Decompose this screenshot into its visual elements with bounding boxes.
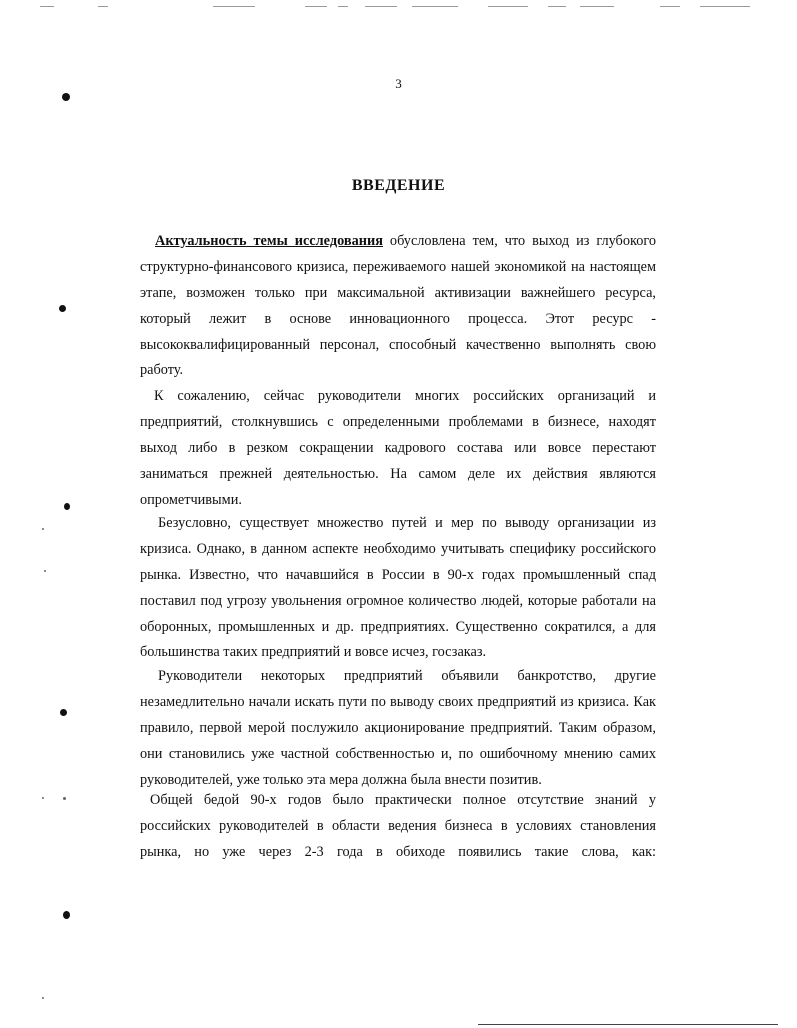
text-line: К сожалению, сейчас руководители многих российских организаций и <box>154 388 656 404</box>
paragraph-3 <box>140 511 656 666</box>
highlighted-term: Актуальность темы исследования <box>155 233 383 249</box>
text-line: который лежит в основе инновационного процесса. Этот ресурс - <box>140 310 656 327</box>
paragraph-4 <box>140 664 656 793</box>
paragraph-5 <box>140 788 656 866</box>
text-line: рынка. Известно, что начавшийся в России в 90-х годах промышленный спад <box>140 566 656 583</box>
text-line: кризиса. Однако, в данном аспекте необходимо учитывать специфику российского <box>140 540 656 557</box>
text-line: опрометчивыми. <box>140 491 242 508</box>
text-line: незамедлительно начали искать пути по выводу своих предприятий из кризиса. Как <box>140 693 656 710</box>
text-line: выход либо в резком сокращении кадрового состава или вовсе перестают <box>140 439 656 456</box>
text-line: Безусловно, существует множество путей и мер по выводу организации из <box>158 515 656 531</box>
text-line: работу. <box>140 362 184 379</box>
text-line: правило, первой мерой послужило акционирование предприятий. Таким образом, <box>140 719 656 736</box>
text-line: Общей бедой 90-х годов было практически полное отсутствие знаний у <box>150 792 656 808</box>
text-line: Руководители некоторых предприятий объявили банкротство, другие <box>158 668 656 684</box>
text-line: высококвалифицированный персонал, способный качественно выполнять свою <box>140 336 656 353</box>
text-line: этапе, возможен только при максимальной активизации важнейшего ресурса, <box>140 284 656 301</box>
text-line: заниматься прежней деятельностью. На самом деле их действия являются <box>140 465 656 482</box>
paragraph-1 <box>140 229 656 384</box>
page-title: ВВЕДЕНИЕ <box>351 177 446 194</box>
text-line: предприятий, столкнувшись с определенными проблемами в бизнесе, находят <box>140 413 656 430</box>
text-line: Актуальность темы исследования обусловлена тем, что выход из глубокого <box>155 233 656 249</box>
text-line: оборонных, промышленных и др. предприятиях. Существенно сократился, а для <box>140 618 656 635</box>
page-number: 3 <box>395 76 402 91</box>
text-line: российских руководителей в области ведения бизнеса в условиях становления <box>140 817 656 834</box>
text-line: руководителей, уже только эта мера должна была внести позитив. <box>140 771 542 788</box>
text-line: рынка, но уже через 2-3 года в обиходе появились такие слова, как: <box>140 843 656 860</box>
paragraph-2 <box>140 384 656 513</box>
text-line: поставил под угрозу увольнения огромное количество людей, которые работали на <box>140 592 656 609</box>
text-line: они становились уже частной собственностью и, по ошибочному мнению самих <box>140 745 656 762</box>
text-line: структурно-финансового кризиса, переживаемого нашей экономикой на настоящем <box>140 258 656 275</box>
text-line: большинства таких предприятий и вовсе исчез, госзаказ. <box>140 644 487 661</box>
